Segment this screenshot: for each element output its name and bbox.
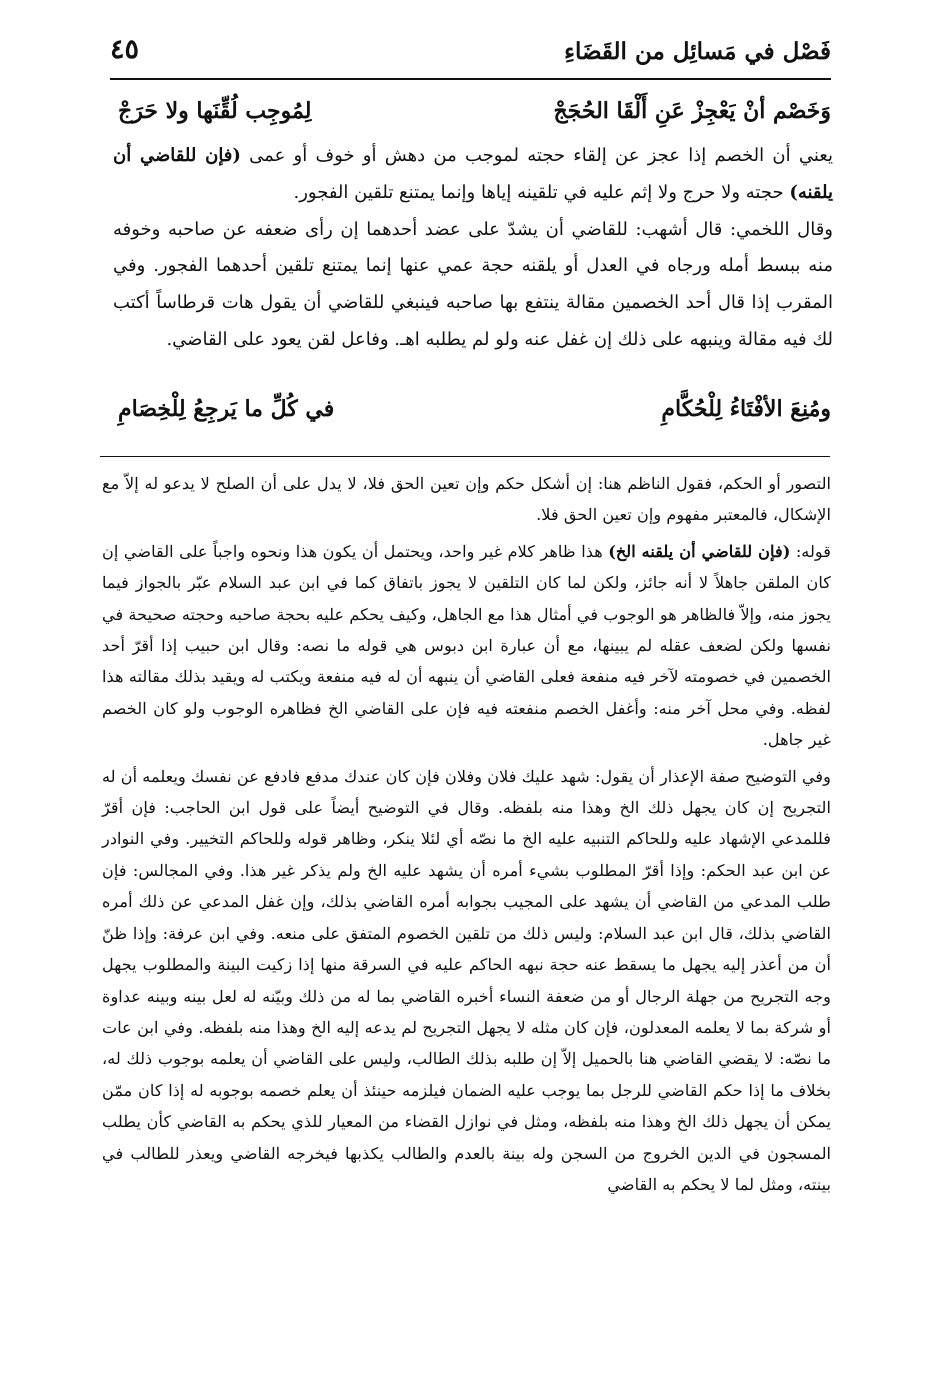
verse-2-second-hemistich: في كُلِّ ما يَرجِعُ لِلْخِصَامِ <box>118 396 335 422</box>
commentary-1-rest: حجته ولا حرج ولا إثم عليه في تلقينه إياها وإنما يمتنع تلقين الفجور. <box>293 181 790 203</box>
page-number: ٤٥ <box>110 34 140 65</box>
commentary-1-text: يعني أن الخصم إذا عجز عن إلقاء حجته لموجب من دهش أو خوف أو عمى <box>240 145 833 166</box>
footnote-paragraph-1: التصور أو الحكم، فقول الناظم هنا: إن أشكل حكم وإن تعين الحق فلا، لا يدل على أن الصلح لا يدعو له إلاّ مع الإشكال، فالمعتبر مفهوم وإن تعين الحق فلا. <box>102 474 831 525</box>
verse-line-2 <box>118 386 831 432</box>
verse-line-1 <box>118 88 831 134</box>
page-header <box>110 30 831 80</box>
verse-1-second-hemistich: لِمُوجِب لُقِّنَها ولا حَرَجْ <box>118 98 312 124</box>
verse-1-first-hemistich: وَخَصْم أنْ يَعْجِزْ عَنِ أَلْقَا الحُجَجْ <box>553 98 831 124</box>
footnote-2-intro: قوله: <box>790 541 832 561</box>
footnote-separator <box>100 456 830 457</box>
verse-2-first-hemistich: ومُنِعَ الأفْتَاءُ لِلْحُكَّامِ <box>661 396 831 422</box>
footnote-2-text: هذا ظاهر كلام غير واحد، ويحتمل أن يكون هذا ونحوه واجباً على القاضي إن كان الملقن جاهلاً لا أنه جائز، ولكن لما كان التلقين لا يجوز باتفاق كما في ابن عبد السلام عبّر بالجواز فيما يجوز منه، وإلاّ فالظاهر هو الوجوب في أمثال هذا مع الجاهل، وكيف يحكم عليه بحجة صاحبه وحجته صحيحة في نفسها ولكن لضعف عقله لم يبينها، مع أن عبارة ابن دبوس هي قوله ما نصه: وقال ابن حبيب إذا أقرّ أحد الخصمين في خصومته لآخر فيه منفعة فعلى القاضي أن ينبهه أن له فيه منفعة ويكتب له ويقيد بذلك مقالته هذا لفظه. وفي محل آخر منه: وأغفل الخصم منفعته فيه فإن على القاضي الخ فظاهره الوجوب ولو كان الخصم غير جاهل. <box>102 541 831 750</box>
commentary-1-lemma: (فإن للقاضي أن يلقنه) <box>113 145 833 203</box>
footnote-block <box>102 468 831 1200</box>
footnote-paragraph-2 <box>102 536 831 756</box>
commentary-paragraph-1 <box>113 138 833 212</box>
commentary-paragraph-2: وقال اللخمي: قال أشهب: للقاضي أن يشدّ على عضد أحدهما إن رأى ضعفه عن صاحبه وخوفه منه ببسط أمله ورجاه في العدل أو يلقنه حجة عمي عنها إنما يمتنع تلقين أحدهما الفجور. وفي المقرب إذا قال أحد الخصمين مقالة ينتفع بها صاحبه فينبغي للقاضي أن يقول هات قرطاساً أكتب لك فيه مقالة وينبهه على ذلك إن غفل عنه ولو لم يطلبه اهـ. وفاعل لقن يعود على القاضي. <box>113 218 833 350</box>
running-title: فَصْل في مَسائِل من القَضَاءِ <box>564 38 831 65</box>
footnote-2-lemma: (فإن للقاضي أن يلقنه الخ) <box>608 541 791 561</box>
main-commentary <box>113 138 833 359</box>
footnote-paragraph-3: وفي التوضيح صفة الإعذار أن يقول: شهد عليك فلان وفلان فإن كان عندك مدفع فادفع عن نفسك ويعلمه أن له التجريح إن كان يجهل ذلك الخ وهذا منه بلفظه. وقال في التوضيح أيضاً على قول ابن الحاجب: فإن أقرّ فللمدعي الإشهاد عليه وللحاكم التنبيه عليه الخ ما نصّه أي لئلا ينكر، وظاهر قوله وللحاكم التخيير. وفي النوادر عن ابن عبد الحكم: وإذا أقرّ المطلوب بشيء أمره أن يشهد عليه الخ ولم يذكر غير هذا. وفي المجالس: فإن طلب المدعي من القاضي أن يشهد على المجيب بجوابه أمره القاضي بذلك، وإن غفل المدعي عن ذلك أمره القاضي بذلك، قال ابن عبد السلام: وليس ذلك من تلقين الخصوم المتفق على منعه. وفي ابن عرفة: وإذا ظنّ أن من أعذر إليه يجهل ما يسقط عنه حجة نبهه الحاكم عليه في السرقة منها إذا زكيت البينة والمطلوب يجهل وجه التجريح من جهلة الرجال أو من ضعفة النساء أخبره القاضي بما له من ذلك وبيّنه له لعل بينه وبينه عداوة أو شركة بما لا يعلمه المعدلون، فإن كان مثله لا يجهل التجريح لم يدعه إليه الخ وهذا منه بلفظه. وفي ابن عات ما نصّه: لا يقضي القاضي هنا بالحميل إلاّ إن طلبه بذلك الطالب، وليس على القاضي أن يعلمه بوجوب ذلك له، بخلاف ما إذا حكم القاضي للرجل بما يوجب عليه الضمان فيلزمه حينئذ أن يعلم خصمه بوجوبه له إذا كان ممّن يمكن أن يجهل ذلك الخ وهذا منه بلفظه، ومثل في نوازل القضاء من المعيار للذي يحكم به القاضي كأن يطلب المسجون في الدين الخروج من السجن وله بينة بالعدم والطالب يكذبها فيخرجه القاضي ويعذر للطالب في بينته، ومثل لما لا يحكم به القاضي <box>102 766 831 1194</box>
